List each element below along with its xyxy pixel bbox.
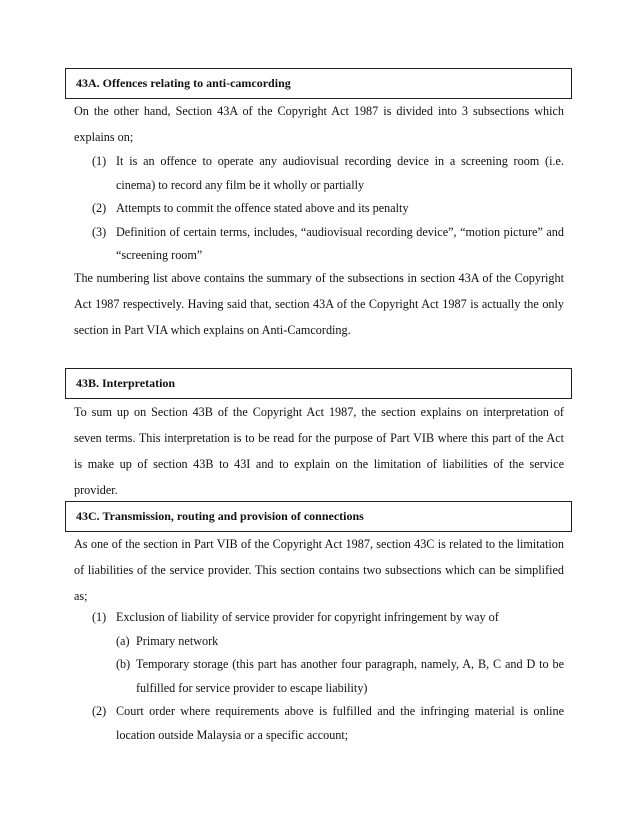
paragraph-43a-intro: On the other hand, Section 43A of the Copyright Act 1987 is divided into 3 subsections which explains on; <box>74 104 564 144</box>
sub-list <box>116 630 564 701</box>
paragraph-43b-intro: To sum up on Section 43B of the Copyright Act 1987, the section explains on interpretation of seven terms. This interpretation is to be read for the purpose of Part VIB where this part of the Act is make up of section 43B to 43I and to explain on the limitation of liabilities of the service provider. <box>74 405 564 497</box>
list-43c <box>92 606 564 747</box>
section-heading-43b <box>65 368 572 399</box>
sub-list-item: (a) Primary network <box>116 633 219 648</box>
section-heading-43a <box>65 68 572 99</box>
list-item: (1) It is an offence to operate any audiovisual recording device in a screening room (i.e. cinema) to record any film be it wholly or partially <box>92 154 564 192</box>
paragraph-43a-outro: The numbering list above contains the summary of the subsections in section 43A of the Copyright Act 1987 respectively. Having said that, section 43A of the Copyright Act 1987 is actually the only section in Part VIA which explains on Anti-Camcording. <box>74 271 564 337</box>
heading-text: 43C. Transmission, routing and provision of connections <box>76 509 364 523</box>
list-item: (3) Definition of certain terms, includes, “audiovisual recording device”, “motion picture” and “screening room” <box>92 224 564 262</box>
list-item: (2) Court order where requirements above is fulfilled and the infringing material is online location outside Malaysia or a specific account; <box>92 704 564 742</box>
list-43a <box>92 150 564 268</box>
section-heading-43c <box>65 501 572 532</box>
heading-text: 43B. Interpretation <box>76 376 176 390</box>
heading-text: 43A. Offences relating to anti-camcording <box>76 76 291 90</box>
list-item: (1) Exclusion of liability of service provider for copyright infringement by way of (a) Primary network (b) Temporary storage (this part has another four paragraph, namely, A, B, C and D to be fulfilled for service provider to escape liability) <box>92 606 564 700</box>
list-item: (2) Attempts to commit the offence stated above and its penalty <box>92 201 409 215</box>
paragraph-43c-intro: As one of the section in Part VIB of the Copyright Act 1987, section 43C is related to the limitation of liabilities of the service provider. This section contains two subsections which can be simplified as; <box>74 537 564 603</box>
sub-list-item: (b) Temporary storage (this part has another four paragraph, namely, A, B, C and D to be fulfilled for service provider to escape liability) <box>116 657 564 695</box>
